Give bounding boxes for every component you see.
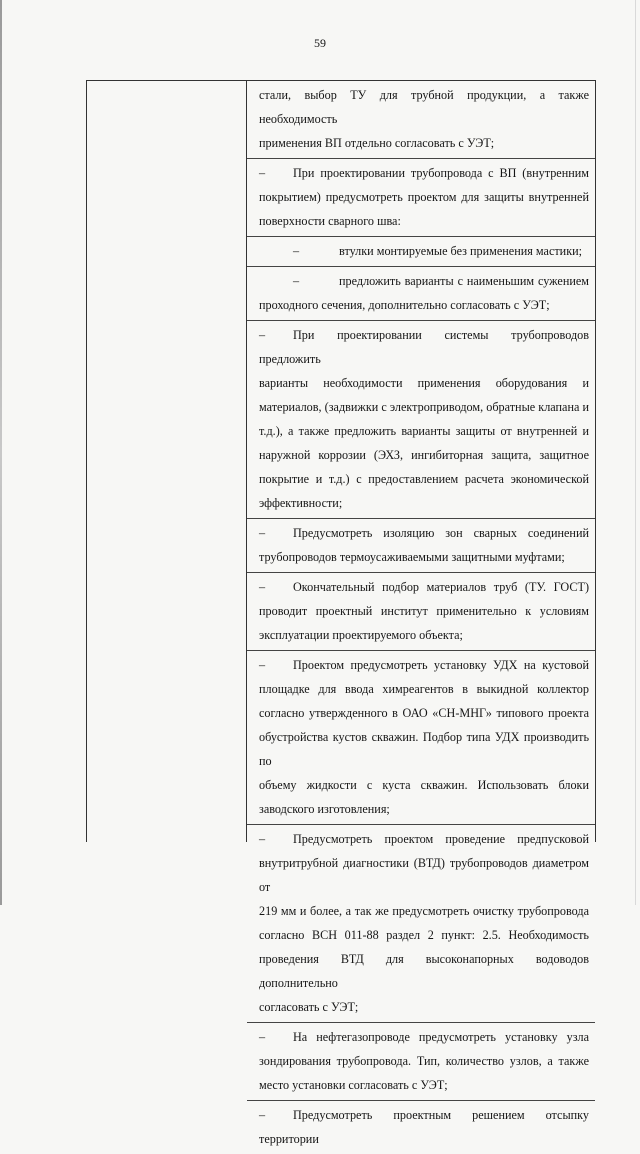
dash-bullet: – — [259, 658, 266, 672]
dash-bullet: – — [259, 328, 266, 342]
text-line: проведения ВТД для высоконапорных водоводов дополнительно — [259, 952, 589, 990]
text-line: проводит проектный институт применительно к условиям — [259, 604, 589, 618]
list-item — [247, 573, 595, 651]
text-line: – На нефтегазопроводе предусмотреть установку узла — [259, 1025, 589, 1049]
text-line: эффективности; — [259, 496, 343, 510]
dash-bullet: – — [293, 244, 300, 258]
dash-bullet: – — [259, 1108, 266, 1122]
text-line: заводского изготовления; — [259, 802, 390, 816]
list-item — [247, 825, 595, 1023]
text-line: наружной коррозии (ЭХЗ, ингибиторная защита, защитное — [259, 448, 589, 462]
dash-bullet: – — [259, 166, 266, 180]
text-line: материалов, (задвижки с электроприводом, обратные клапана и — [259, 400, 589, 414]
text-line: место установки согласовать с УЭТ; — [259, 1078, 448, 1092]
text-line: трубопроводов термоусаживаемыми защитными муфтами; — [259, 550, 565, 564]
list-item — [247, 159, 595, 237]
requirements-table — [86, 80, 596, 1146]
text-line: покрытие и т.д.) с предоставлением расчета экономической — [259, 472, 589, 486]
text-line: – Окончательный подбор материалов труб (ТУ. ГОСТ) — [259, 575, 589, 599]
text-line: покрытием) предусмотреть проектом для защиты внутренней — [259, 190, 589, 204]
text-line: проходного сечения, дополнительно согласовать с УЭТ; — [259, 298, 550, 312]
scan-edge-right — [635, 0, 636, 905]
text-line: – предложить варианты с наименьшим сужением — [259, 269, 589, 293]
dash-bullet: – — [259, 832, 266, 846]
text-line: 219 мм и более, а так же предусмотреть очистку трубопровода — [259, 904, 589, 918]
text-line: эксплуатации проектируемого объекта; — [259, 628, 463, 642]
text-line: стали, выбор ТУ для трубной продукции, а также необходимость — [259, 88, 589, 126]
text-line: применения ВП отдельно согласовать с УЭТ; — [259, 136, 495, 150]
list-item — [247, 1023, 595, 1101]
dash-bullet: – — [259, 1030, 266, 1044]
dash-bullet: – — [293, 274, 300, 288]
text-line: варианты необходимости применения оборудования и — [259, 376, 589, 390]
list-item — [247, 81, 595, 159]
list-item — [247, 1101, 595, 1154]
list-item — [247, 651, 595, 825]
text-line: согласовать с УЭТ; — [259, 1000, 359, 1014]
text-line: внутритрубной диагностики (ВТД) трубопроводов диаметром от — [259, 856, 589, 894]
text-line: обустройства кустов скважин. Подбор типа УДХ производить по — [259, 730, 589, 768]
scan-edge-left — [0, 0, 2, 905]
text-line: согласно ВСН 011-88 раздел 2 пункт: 2.5. Необходимость — [259, 928, 589, 942]
text-line: – втулки монтируемые без применения мастики; — [259, 239, 589, 263]
table-left-column — [87, 81, 247, 842]
text-line: – При проектировании трубопровода с ВП (внутренним — [259, 161, 589, 185]
table-right-column — [247, 81, 595, 1146]
text-line: зондирования трубопровода. Тип, количество узлов, а также — [259, 1054, 589, 1068]
sub-list-item — [247, 267, 595, 321]
text-line: – При проектировании системы трубопроводов предложить — [259, 323, 589, 371]
text-line: объему жидкости с куста скважин. Использовать блоки — [259, 778, 589, 792]
list-item — [247, 519, 595, 573]
page-number: 59 — [314, 36, 326, 50]
text-line: площадке для ввода химреагентов в выкидной коллектор — [259, 682, 589, 696]
text-line: согласно утвержденного в ОАО «СН-МНГ» типового проекта — [259, 706, 589, 720]
text-line: – Предусмотреть проектным решением отсыпку территории — [259, 1103, 589, 1151]
sub-list-item — [247, 237, 595, 267]
dash-bullet: – — [259, 526, 266, 540]
list-item — [247, 321, 595, 519]
text-line: – Предусмотреть проектом проведение предпусковой — [259, 827, 589, 851]
dash-bullet: – — [259, 580, 266, 594]
text-line: т.д.), а также предложить варианты защиты от внутренней и — [259, 424, 589, 438]
text-line: поверхности сварного шва: — [259, 214, 401, 228]
text-line: – Проектом предусмотреть установку УДХ на кустовой — [259, 653, 589, 677]
text-line: – Предусмотреть изоляцию зон сварных соединений — [259, 521, 589, 545]
